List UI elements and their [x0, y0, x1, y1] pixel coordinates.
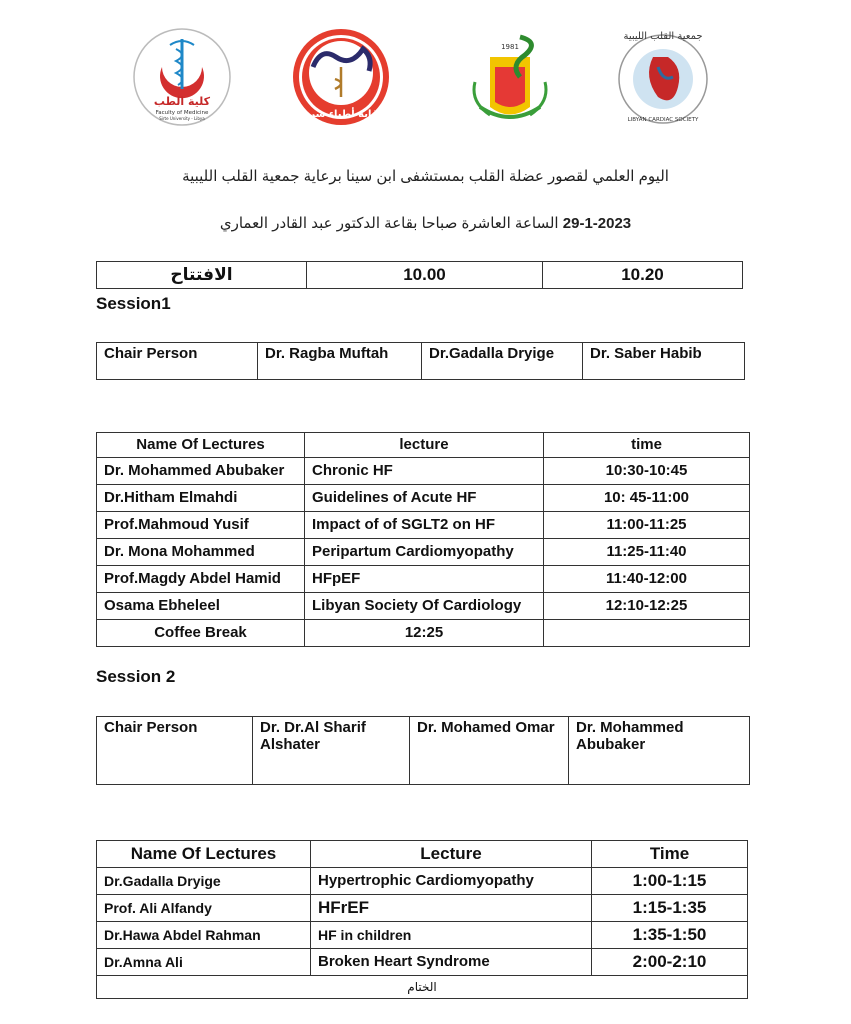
lecture-time: 12:10-12:25 — [544, 593, 750, 620]
session1-chair-table — [96, 342, 745, 380]
lecture-time: 11:00-11:25 — [544, 512, 750, 539]
table-row — [97, 868, 748, 895]
event-location: الساعة العاشرة صباحا بقاعة الدكتور عبد القادر العماري — [219, 215, 559, 232]
lecture-time: 1:00-1:15 — [592, 868, 748, 895]
session2-chair-table — [96, 716, 750, 785]
lecturer-name: Dr. Mohammed Abubaker — [97, 458, 305, 485]
lecture-time: 10: 45-11:00 — [544, 485, 750, 512]
column-header: Name Of Lectures — [97, 841, 311, 868]
column-header: time — [544, 433, 750, 458]
table-row — [97, 512, 750, 539]
lecture-title: HFrEF — [311, 895, 592, 922]
lecture-time: 11:25-11:40 — [544, 539, 750, 566]
column-header: lecture — [305, 433, 544, 458]
lecturer-name: Dr.Hitham Elmahdi — [97, 485, 305, 512]
svg-text:Sirte University - Libya: Sirte University - Libya — [159, 116, 205, 121]
chair-member: Dr. Saber Habib — [583, 343, 745, 380]
lecture-time: 1:15-1:35 — [592, 895, 748, 922]
lecture-title: Broken Heart Syndrome — [311, 949, 592, 976]
table-row — [97, 566, 750, 593]
chair-member: Dr. Mohammed Abubaker — [569, 717, 750, 785]
chair-label: Chair Person — [97, 717, 253, 785]
table-row — [97, 539, 750, 566]
lecturer-name: Dr. Mona Mohammed — [97, 539, 305, 566]
lecturer-name: Osama Ebheleel — [97, 593, 305, 620]
lecturer-name: Prof.Mahmoud Yusif — [97, 512, 305, 539]
table-row — [97, 922, 748, 949]
lecture-title: Chronic HF — [305, 458, 544, 485]
lecture-time: 1:35-1:50 — [592, 922, 748, 949]
svg-text:LIBYAN CARDIAC SOCIETY: LIBYAN CARDIAC SOCIETY — [627, 117, 699, 123]
lecture-time: 2:00-2:10 — [592, 949, 748, 976]
opening-table — [96, 261, 743, 289]
lecture-title: Guidelines of Acute HF — [305, 485, 544, 512]
lecturer-name: Dr.Gadalla Dryige — [97, 868, 311, 895]
lecturer-name: Prof. Ali Alfandy — [97, 895, 311, 922]
chair-member: Dr. Ragba Muftah — [258, 343, 422, 380]
coffee-break-time: 12:25 — [305, 620, 544, 647]
svg-text:كلية الطب: كلية الطب — [153, 95, 211, 108]
lecture-time: 10:30-10:45 — [544, 458, 750, 485]
pharmacy-logo — [459, 27, 561, 127]
event-date: 29-1-2023 — [562, 215, 632, 232]
lecture-title: Peripartum Cardiomyopathy — [305, 539, 544, 566]
session1-title: Session1 — [96, 294, 171, 313]
table-row — [97, 895, 748, 922]
session2-lectures-table — [96, 840, 748, 999]
table-row — [97, 458, 750, 485]
lecture-title: HF in children — [311, 922, 592, 949]
column-header: Time — [592, 841, 748, 868]
chair-member: Dr. Mohamed Omar — [410, 717, 569, 785]
svg-text:1981: 1981 — [501, 43, 519, 51]
libyan-cardiac-society-logo — [612, 27, 714, 127]
coffee-break-label: Coffee Break — [97, 620, 305, 647]
lecture-title: HFpEF — [305, 566, 544, 593]
doctors-syndicate-logo — [290, 27, 392, 127]
event-title: اليوم العلمي لقصور عضلة القلب بمستشفى ابن سينا برعاية جمعية القلب الليبية — [182, 168, 669, 185]
session1-lectures-table — [96, 432, 750, 647]
lecturer-name: Dr.Amna Ali — [97, 949, 311, 976]
column-header: Lecture — [311, 841, 592, 868]
event-time-location — [0, 214, 851, 232]
closing-label: الختام — [97, 976, 748, 999]
table-row — [97, 593, 750, 620]
opening-end: 10.20 — [543, 262, 743, 289]
opening-start: 10.00 — [307, 262, 543, 289]
lecture-time: 11:40-12:00 — [544, 566, 750, 593]
lecturer-name: Prof.Magdy Abdel Hamid — [97, 566, 305, 593]
svg-text:Faculty of Medicine: Faculty of Medicine — [155, 110, 209, 116]
faculty-of-medicine-logo — [131, 27, 233, 127]
chair-member: Dr. Dr.Al Sharif Alshater — [253, 717, 410, 785]
table-row — [97, 485, 750, 512]
closing-row — [97, 976, 748, 999]
lecturer-name: Dr.Hawa Abdel Rahman — [97, 922, 311, 949]
svg-text:جمعية القلب الليبية: جمعية القلب الليبية — [623, 31, 703, 42]
chair-label: Chair Person — [97, 343, 258, 380]
column-header: Name Of Lectures — [97, 433, 305, 458]
svg-text:نقابة أطباء سرت: نقابة أطباء سرت — [299, 109, 383, 120]
lecture-title: Impact of of SGLT2 on HF — [305, 512, 544, 539]
lecture-title: Hypertrophic Cardiomyopathy — [311, 868, 592, 895]
table-row — [97, 949, 748, 976]
session2-title: Session 2 — [96, 667, 176, 686]
chair-member: Dr.Gadalla Dryige — [422, 343, 583, 380]
lecture-title: Libyan Society Of Cardiology — [305, 593, 544, 620]
coffee-break-row — [97, 620, 750, 647]
opening-label: الافتتاح — [97, 262, 307, 289]
